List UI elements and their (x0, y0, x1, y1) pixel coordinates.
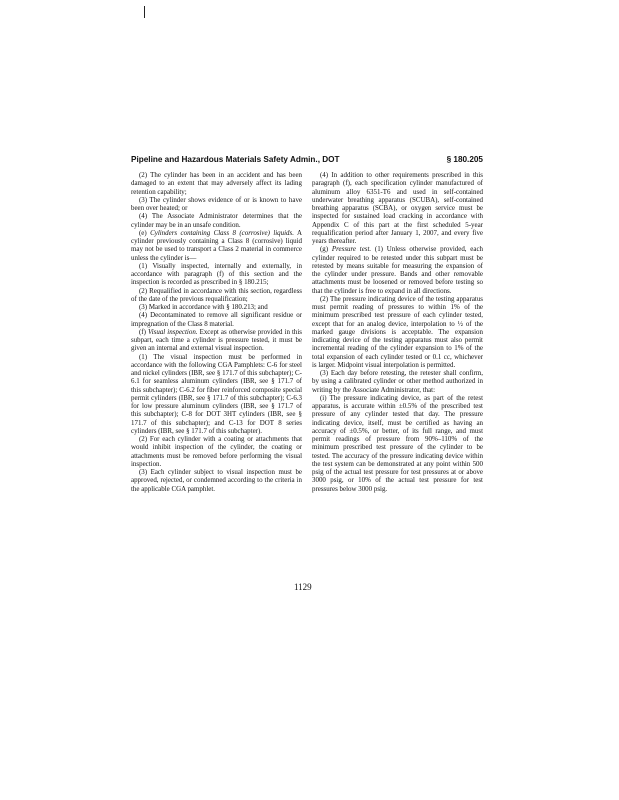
paragraph-text: (4) Decontaminated to remove all significant residue or impregnation of the Class 8 material. (131, 311, 302, 328)
paragraph (131, 196, 302, 213)
paragraph (312, 245, 483, 295)
crop-mark (144, 6, 145, 18)
paragraph-text: A cylinder previously containing a Class 8 (corrosive) liquid may not be used to transport a Class 2 material in commerce unless the cylinder is— (131, 228, 302, 262)
paragraph-text: (3) The cylinder shows evidence of or is known to have been over heated; or (131, 195, 302, 212)
paragraph-text: (3) Each day before retesting, the retester shall confirm, by using a calibrated cylinder or other method authorized in writing by the Associate Administrator, that: (312, 369, 483, 394)
paragraph-text: (4) The Associate Administrator determines that the cylinder may be in an unsafe condition. (131, 212, 302, 229)
paragraph (131, 171, 302, 196)
paragraph (131, 328, 302, 353)
paragraph (131, 212, 302, 229)
paragraph-text: (2) For each cylinder with a coating or attachments that would inhibit inspection of the cylinder, the coating or attachments must be removed before performing the visual inspection. (131, 435, 302, 468)
paragraph (312, 369, 483, 394)
section-number: § 180.205 (446, 155, 483, 164)
paragraph-text: (2) The cylinder has been in an accident and has been damaged to an extent that may adversely affect its lading retention capability; (131, 171, 302, 196)
paragraph-text: (3) Marked in accordance with § 180.213; and (139, 303, 268, 311)
paragraph-heading: Visual inspection. (148, 327, 198, 336)
paragraph (131, 468, 302, 493)
paragraph (131, 287, 302, 304)
page-number: 1129 (294, 582, 312, 592)
paragraph (131, 229, 302, 262)
paragraph-label: (g) (320, 245, 329, 254)
paragraph (312, 295, 483, 369)
paragraph-text: (i) The pressure indicating device, as part of the retest apparatus, is accurate within ±0.5% of the prescribed test pressure of any cylinder tested that day. The pressure indicating device, itself, must be certified as having an accuracy of ±0.5%, or better, of its full range, and must permit readings of pressure from 90%–110% of the minimum prescribed test pressure of the cylinder to be tested. The accuracy of the pressure indicating device within the test system can be demonstrated at any point within 500 psig of the actual test pressure for test pressures at or above 3000 psig, or 10% of the actual test pressure for test pressures below 3000 psig. (312, 393, 483, 493)
paragraph-text: (4) In addition to other requirements prescribed in this paragraph (f), each specification cylinder manufactured of aluminum alloy 6351-T6 and used in self-contained underwater breathing apparatus (SCUBA), self-contained breathing apparatus (SCBA), or oxygen service must be inspected for sustained load cracking in accordance with Appendix C of this part at the first scheduled 5-year requalification period after January 1, 2007, and every five years thereafter. (312, 171, 483, 245)
paragraph (131, 353, 302, 436)
paragraph-label: (e) (139, 228, 147, 237)
paragraph (312, 394, 483, 493)
paragraph-text: (1) Unless otherwise provided, each cylinder required to be retested under this subpart must be retested by means suitable for measuring the expansion of the cylinder under pressure. Bands and other removable attachments must be loosened or removed before testing so that the cylinder is free to expand in all directions. (312, 245, 483, 295)
right-column (312, 171, 483, 571)
paragraph-text: (3) Each cylinder subject to visual inspection must be approved, rejected, or condemned according to the criteria in the applicable CGA pamphlet. (131, 468, 302, 493)
paragraph (131, 262, 302, 287)
paragraph-text: Except as otherwise provided in this subpart, each time a cylinder is pressure tested, it must be given an internal and external visual inspection. (131, 327, 302, 353)
paragraph (131, 435, 302, 468)
left-column (131, 171, 302, 571)
paragraph-heading: Cylinders containing Class 8 (corrosive) liquids. (150, 228, 294, 237)
running-header (131, 155, 483, 169)
paragraph-heading: Pressure test. (331, 245, 372, 254)
paragraph-text: (2) The pressure indicating device of the testing apparatus must permit reading of pressures to within 1% of the minimum prescribed test pressure of each cylinder tested, except that for an analog device, interpolation to ½ of the marked gauge divisions is acceptable. The expansion indicating device of the testing apparatus must also permit incremental reading of the cylinder expansion to 1% of the total expansion of each cylinder tested or 0.1 cc, whichever is larger. Midpoint visual interpolation is permitted. (312, 294, 483, 369)
paragraph (131, 303, 302, 311)
paragraph-label: (f) (139, 327, 146, 336)
header-title: Pipeline and Hazardous Materials Safety Admin., DOT (131, 155, 340, 164)
paragraph-text: (1) The visual inspection must be performed in accordance with the following CGA Pamphlets: C-6 for steel and nickel cylinders (IBR, see § 171.7 of this subchapter); C-6.1 for seamless aluminum cylinders (IBR, see § 171.7 of this subchapter); C-6.2 for fiber reinforced composite special permit cylinders (IBR, see § 171.7 of this subchapter); C-6.3 for low pressure aluminum cylinders (IBR, see § 171.7 of this subchapter); C-8 for DOT 3HT cylinders (IBR, see § 171.7 of this subchapter); and C-13 for DOT 8 series cylinders (IBR, see § 171.7 of this subchapter). (131, 352, 302, 435)
paragraph-text: (1) Visually inspected, internally and externally, in accordance with paragraph (f) of this section and the inspection is recorded as prescribed in § 180.215; (131, 261, 302, 287)
paragraph (312, 171, 483, 245)
paragraph-text: (2) Requalified in accordance with this section, regardless of the date of the previous requalification; (131, 286, 302, 303)
paragraph (131, 311, 302, 328)
